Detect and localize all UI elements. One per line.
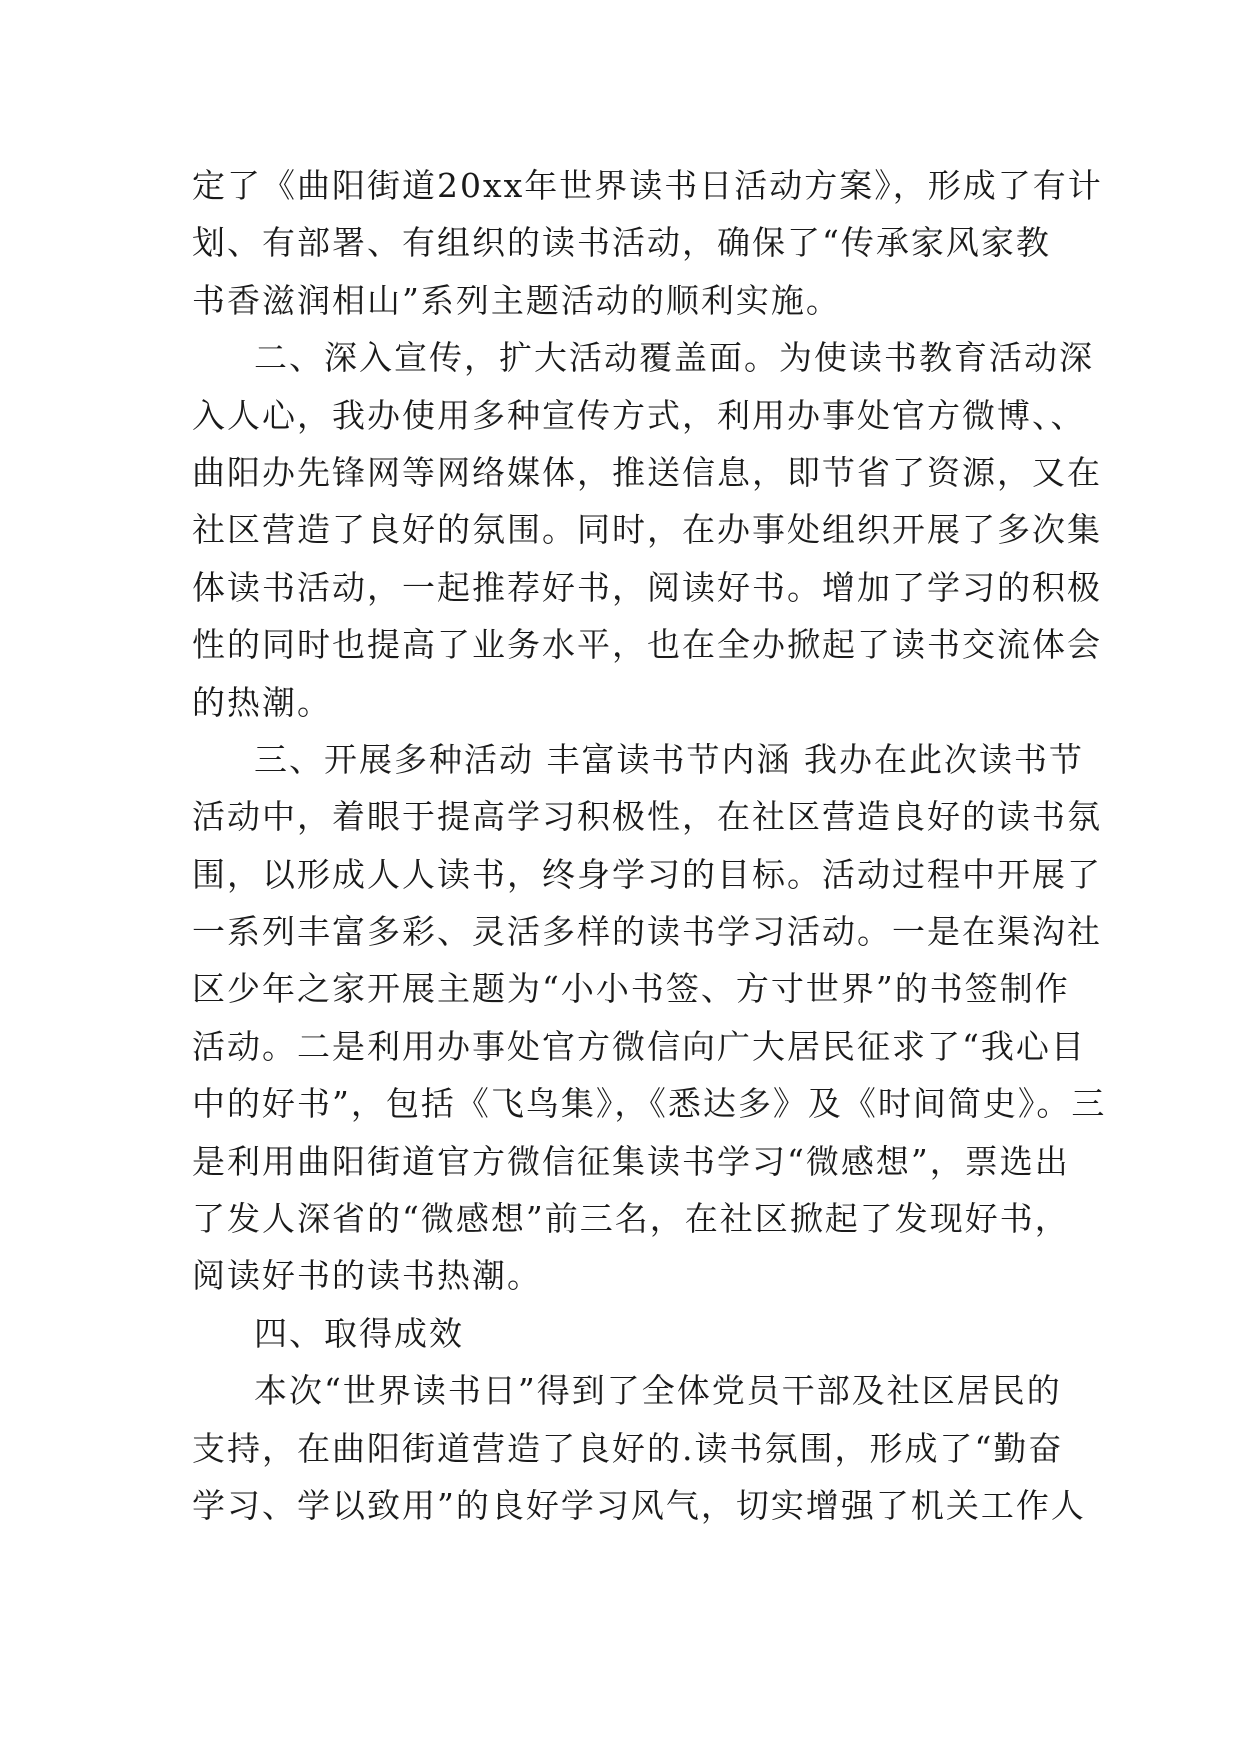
- text-line: 了发人深省的“微感想”前三名，在社区掀起了发现好书，: [192, 1199, 1070, 1239]
- text-line: 划、有部署、有组织的读书活动，确保了“传承家风家教: [192, 223, 1051, 263]
- text-line: 学习、学以致用”的良好学习风气，切实增强了机关工作人: [192, 1485, 1086, 1525]
- paragraph-first-line: 四、取得成效: [254, 1313, 464, 1353]
- text-line: 区少年之家开展主题为“小小书签、方寸世界”的书签制作: [192, 969, 1070, 1009]
- paragraph-first-line: 本次“世界读书日”得到了全体党员干部及社区居民的: [254, 1371, 1062, 1411]
- paragraph-first-line: 三、开展多种活动 丰富读书节内涵 我办在此次读书节: [254, 739, 1084, 779]
- paragraph-first-line: 二、深入宣传，扩大活动覆盖面。为使读书教育活动深: [254, 338, 1094, 378]
- text-line: 社区营造了良好的氛围。同时，在办事处组织开展了多次集: [192, 510, 1102, 550]
- text-line: 活动中，着眼于提高学习积极性，在社区营造良好的读书氛: [192, 797, 1102, 837]
- text-line: 书香滋润相山”系列主题活动的顺利实施。: [192, 280, 841, 320]
- document-body: [192, 157, 1107, 1534]
- text-line: 定了《曲阳街道20xx年世界读书日活动方案》，形成了有计: [192, 166, 1103, 205]
- text-line: 支持，在曲阳街道营造了良好的.读书氛围，形成了“勤奋: [192, 1428, 1064, 1468]
- text-line: 阅读好书的读书热潮。: [192, 1256, 542, 1296]
- text-line: 性的同时也提高了业务水平，也在全办掀起了读书交流体会: [192, 625, 1102, 665]
- text-line: 围，以形成人人读书，终身学习的目标。活动过程中开展了: [192, 854, 1102, 894]
- text-line: 曲阳办先锋网等网络媒体，推送信息，即节省了资源，又在: [192, 452, 1102, 492]
- text-line: 的热潮。: [192, 682, 332, 722]
- text-line: 中的好书”，包括《飞鸟集》，《悉达多》及《时间简史》。三: [192, 1084, 1107, 1124]
- text-line: 是利用曲阳街道官方微信征集读书学习“微感想”，票选出: [192, 1141, 1070, 1181]
- text-line: 入人心，我办使用多种宣传方式，利用办事处官方微博、、: [192, 395, 1086, 435]
- text-line: 活动。二是利用办事处官方微信向广大居民征求了“我心目: [192, 1026, 1086, 1066]
- text-line: 体读书活动，一起推荐好书，阅读好书。增加了学习的积极: [192, 567, 1102, 607]
- text-line: 一系列丰富多彩、灵活多样的读书学习活动。一是在渠沟社: [192, 912, 1102, 952]
